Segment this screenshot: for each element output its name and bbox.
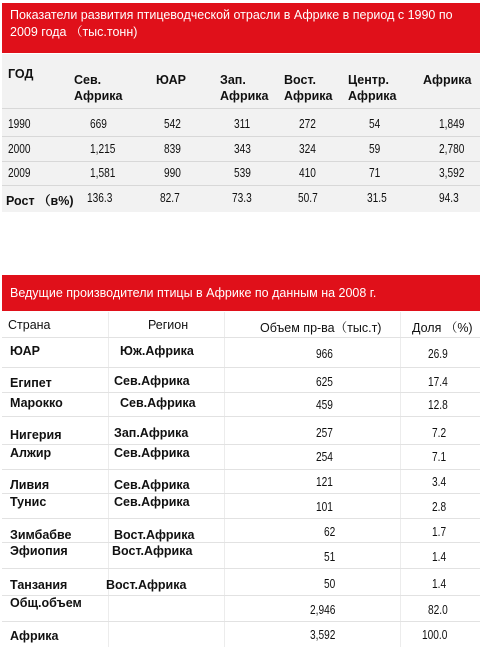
africa-label: Африка: [10, 629, 59, 643]
share-cell: 3.4: [432, 474, 447, 489]
volume-cell: 257: [316, 425, 333, 440]
country-header: Страна: [8, 318, 51, 332]
region-cell: Вост.Африка: [114, 528, 195, 542]
share-cell: 7.1: [432, 449, 447, 464]
region-cell: Вост.Африка: [106, 578, 187, 592]
volume-cell: 459: [316, 397, 333, 412]
row-separator: [2, 444, 480, 445]
row-separator: [2, 337, 480, 338]
cell: 542: [164, 116, 181, 131]
share-header: Доля （%): [412, 321, 473, 335]
cell: 94.3: [439, 190, 459, 205]
region-cell: Сев.Африка: [114, 495, 190, 509]
cell: 50.7: [298, 190, 318, 205]
region-header: Регион: [148, 318, 189, 332]
cell: 82.7: [160, 190, 180, 205]
row-separator: [2, 469, 480, 470]
region-cell: Сев.Африка: [114, 446, 190, 460]
share-cell: 1.4: [432, 576, 447, 591]
total-volume: 2,946: [310, 602, 336, 617]
country-cell: Египет: [10, 376, 52, 390]
share-cell: 17.4: [428, 374, 448, 389]
cell: 31.5: [367, 190, 387, 205]
cell: 71: [369, 165, 381, 180]
cell: 272: [299, 116, 316, 131]
country-cell: Ливия: [10, 478, 50, 492]
volume-cell: 62: [324, 524, 336, 539]
region-cell: Сев.Африка: [120, 396, 196, 410]
total-share: 82.0: [428, 602, 448, 617]
row-separator: [2, 416, 480, 417]
cell: 669: [90, 116, 107, 131]
row-separator: [2, 367, 480, 368]
cell: 2,780: [439, 141, 465, 156]
share-cell: 7.2: [432, 425, 447, 440]
column-divider: [224, 312, 225, 647]
table1-title: Показатели развития птицеводческой отрасли в Африке в период с 1990 по 2009 года （тыс.тонн): [2, 3, 480, 53]
country-cell: ЮАР: [10, 344, 40, 358]
growth-label: Рост （в%): [6, 194, 74, 208]
row-separator: [2, 392, 480, 393]
country-cell: Нигерия: [10, 428, 62, 442]
development-table: [2, 54, 480, 212]
row-separator: [2, 185, 480, 186]
cell: 59: [369, 141, 381, 156]
col-header-north: Сев. Африка: [74, 73, 123, 103]
share-cell: 1.4: [432, 549, 447, 564]
country-cell: Эфиопия: [10, 544, 68, 558]
row-separator: [2, 493, 480, 494]
africa-share: 100.0: [422, 627, 448, 642]
cell: 1,849: [439, 116, 465, 131]
row-separator: [2, 518, 480, 519]
cell: 990: [164, 165, 181, 180]
share-cell: 12.8: [428, 397, 448, 412]
share-cell: 2.8: [432, 499, 447, 514]
column-divider: [108, 312, 109, 647]
cell: 311: [234, 116, 251, 131]
volume-cell: 625: [316, 374, 333, 389]
col-header-west: Зап. Африка: [220, 73, 269, 103]
cell: 1,581: [90, 165, 116, 180]
cell: 1,215: [90, 141, 116, 156]
col-header-east: Вост. Африка: [284, 73, 333, 103]
cell: 136.3: [87, 190, 113, 205]
cell: 839: [164, 141, 181, 156]
row-separator: [2, 568, 480, 569]
row-2000-label: 2000: [8, 141, 31, 156]
volume-cell: 121: [316, 474, 333, 489]
col-header-africa: Африка: [423, 73, 472, 87]
volume-header: Объем пр-ва（тыс.т): [260, 321, 382, 335]
country-cell: Алжир: [10, 446, 52, 460]
country-cell: Марокко: [10, 396, 63, 410]
share-cell: 1.7: [432, 524, 447, 539]
africa-volume: 3,592: [310, 627, 336, 642]
cell: 3,592: [439, 165, 465, 180]
cell: 410: [299, 165, 316, 180]
col-header-central: Центр. Африка: [348, 73, 397, 103]
region-cell: Сев.Африка: [114, 374, 190, 388]
volume-cell: 101: [316, 499, 333, 514]
country-cell: Танзания: [10, 578, 68, 592]
table2-title: Ведущие производители птицы в Африке по данным на 2008 г.: [2, 275, 480, 311]
region-cell: Сев.Африка: [114, 478, 190, 492]
row-separator: [2, 621, 480, 622]
cell: 54: [369, 116, 381, 131]
cell: 324: [299, 141, 316, 156]
country-cell: Тунис: [10, 495, 47, 509]
region-cell: Зап.Африка: [114, 426, 189, 440]
col-header-rsa: ЮАР: [156, 73, 186, 87]
region-cell: Вост.Африка: [112, 544, 193, 558]
volume-cell: 966: [316, 346, 333, 361]
volume-cell: 50: [324, 576, 336, 591]
row-separator: [2, 542, 480, 543]
cell: 343: [234, 141, 251, 156]
volume-cell: 51: [324, 549, 336, 564]
region-cell: Юж.Африка: [120, 344, 194, 358]
row-separator: [2, 161, 480, 162]
row-1990-label: 1990: [8, 116, 31, 131]
cell: 539: [234, 165, 251, 180]
row-separator: [2, 136, 480, 137]
country-cell: Зимбабве: [10, 528, 72, 542]
row-separator: [2, 108, 480, 109]
year-header: ГОД: [8, 67, 34, 81]
producers-table: [2, 312, 480, 647]
total-label: Общ.объем: [10, 596, 82, 610]
column-divider: [400, 312, 401, 647]
volume-cell: 254: [316, 449, 333, 464]
share-cell: 26.9: [428, 346, 448, 361]
cell: 73.3: [232, 190, 252, 205]
row-2009-label: 2009: [8, 165, 31, 180]
